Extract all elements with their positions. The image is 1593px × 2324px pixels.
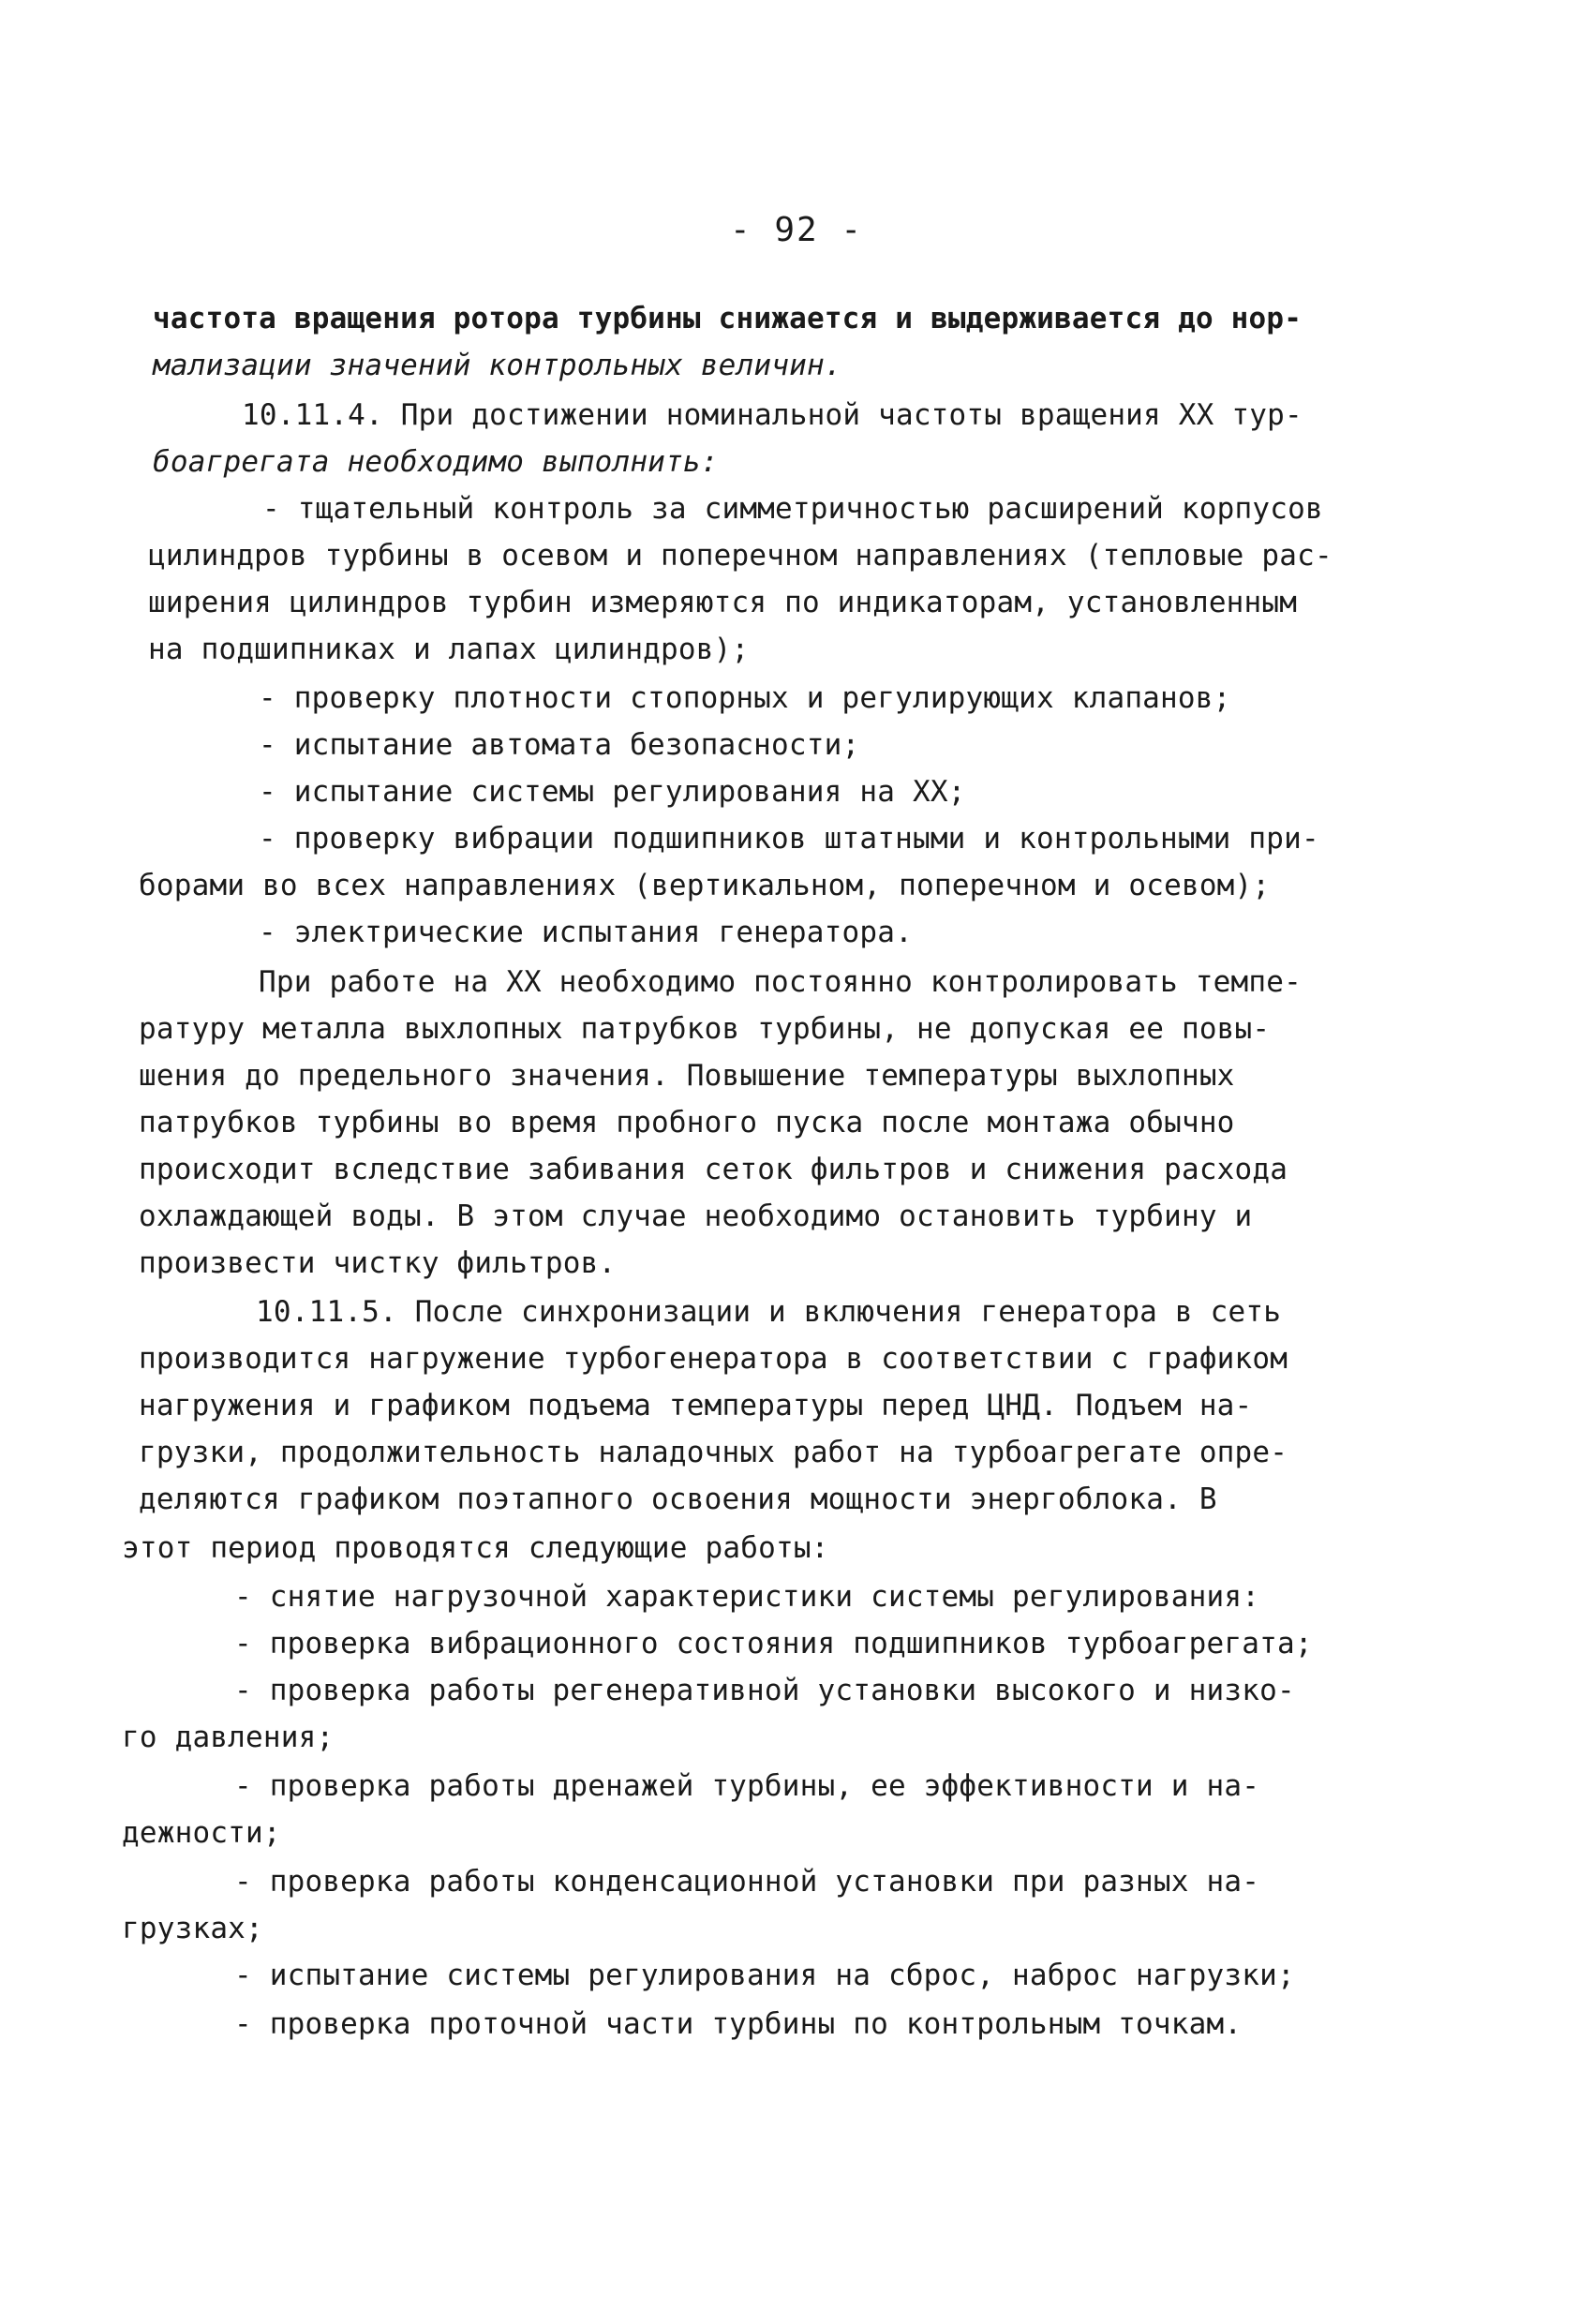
text-line: производится нагружение турбогенератора в соответствии с графиком	[139, 1342, 1288, 1376]
text-line: - проверка проточной части турбины по контрольным точкам.	[234, 2007, 1243, 2041]
text-line: грузках;	[122, 1912, 263, 1945]
text-line: - проверку плотности стопорных и регулирующих клапанов;	[259, 681, 1231, 715]
text-line: грузки, продолжительность наладочных работ на турбоагрегате опре-	[139, 1436, 1288, 1469]
text-line: - проверка вибрационного состояния подшипников турбоагрегата;	[234, 1627, 1313, 1661]
text-line: боагрегата необходимо выполнить:	[153, 445, 719, 479]
text-line: произвести чистку фильтров.	[139, 1246, 617, 1280]
text-line: - испытание системы регулирования на сброс, наброс нагрузки;	[234, 1959, 1295, 1992]
text-line: 10.11.5. После синхронизации и включения генератора в сеть	[256, 1295, 1282, 1329]
text-line: - проверку вибрации подшипников штатными и контрольными при-	[259, 822, 1319, 856]
text-line: 10.11.4. При достижении номинальной частоты вращения XX тур-	[242, 398, 1303, 432]
text-line: шения до предельного значения. Повышение температуры выхлопных	[139, 1059, 1235, 1093]
text-line: частота вращения ротора турбины снижается и выдерживается до нор-	[153, 302, 1303, 335]
text-line: борами во всех направлениях (вертикальном, поперечном и осевом);	[139, 869, 1271, 902]
text-line: охлаждающей воды. В этом случае необходимо остановить турбину и	[139, 1199, 1253, 1233]
page-number: - 92 -	[729, 211, 864, 249]
text-line: мализации значений контрольных величин.	[153, 349, 842, 382]
text-line: деляются графиком поэтапного освоения мощности энергоблока. В	[139, 1482, 1217, 1516]
text-line: - снятие нагрузочной характеристики системы регулирования:	[234, 1580, 1260, 1614]
text-line: - испытание системы регулирования на XX;	[259, 775, 966, 809]
text-line: происходит вследствие забивания сеток фильтров и снижения расхода	[139, 1153, 1288, 1186]
text-line: - проверка работы дренажей турбины, ее эффективности и на-	[234, 1769, 1260, 1803]
text-line: дежности;	[122, 1816, 281, 1850]
text-line: го давления;	[122, 1721, 335, 1754]
text-line: - проверка работы регенеративной установки высокого и низко-	[234, 1674, 1295, 1707]
text-line: цилиндров турбины в осевом и поперечном направлениях (тепловые рас-	[148, 539, 1332, 573]
text-line: - электрические испытания генератора.	[259, 916, 913, 949]
text-line: нагружения и графиком подъема температуры перед ЦНД. Подъем на-	[139, 1389, 1253, 1423]
text-line: на подшипниках и лапах цилиндров);	[148, 633, 750, 666]
text-line: При работе на XX необходимо постоянно контролировать темпе-	[259, 965, 1302, 999]
text-line: - проверка работы конденсационной установки при разных на-	[234, 1865, 1260, 1899]
text-line: - испытание автомата безопасности;	[259, 728, 860, 762]
text-line: ратуру металла выхлопных патрубков турбины, не допуская ее повы-	[139, 1012, 1271, 1046]
text-line: патрубков турбины во время пробного пуска после монтажа обычно	[139, 1106, 1235, 1140]
text-line: - тщательный контроль за симметричностью расширений корпусов	[262, 492, 1323, 526]
text-line: ширения цилиндров турбин измеряются по индикаторам, установленным	[148, 586, 1298, 619]
text-line: этот период проводятся следующие работы:	[122, 1531, 829, 1565]
